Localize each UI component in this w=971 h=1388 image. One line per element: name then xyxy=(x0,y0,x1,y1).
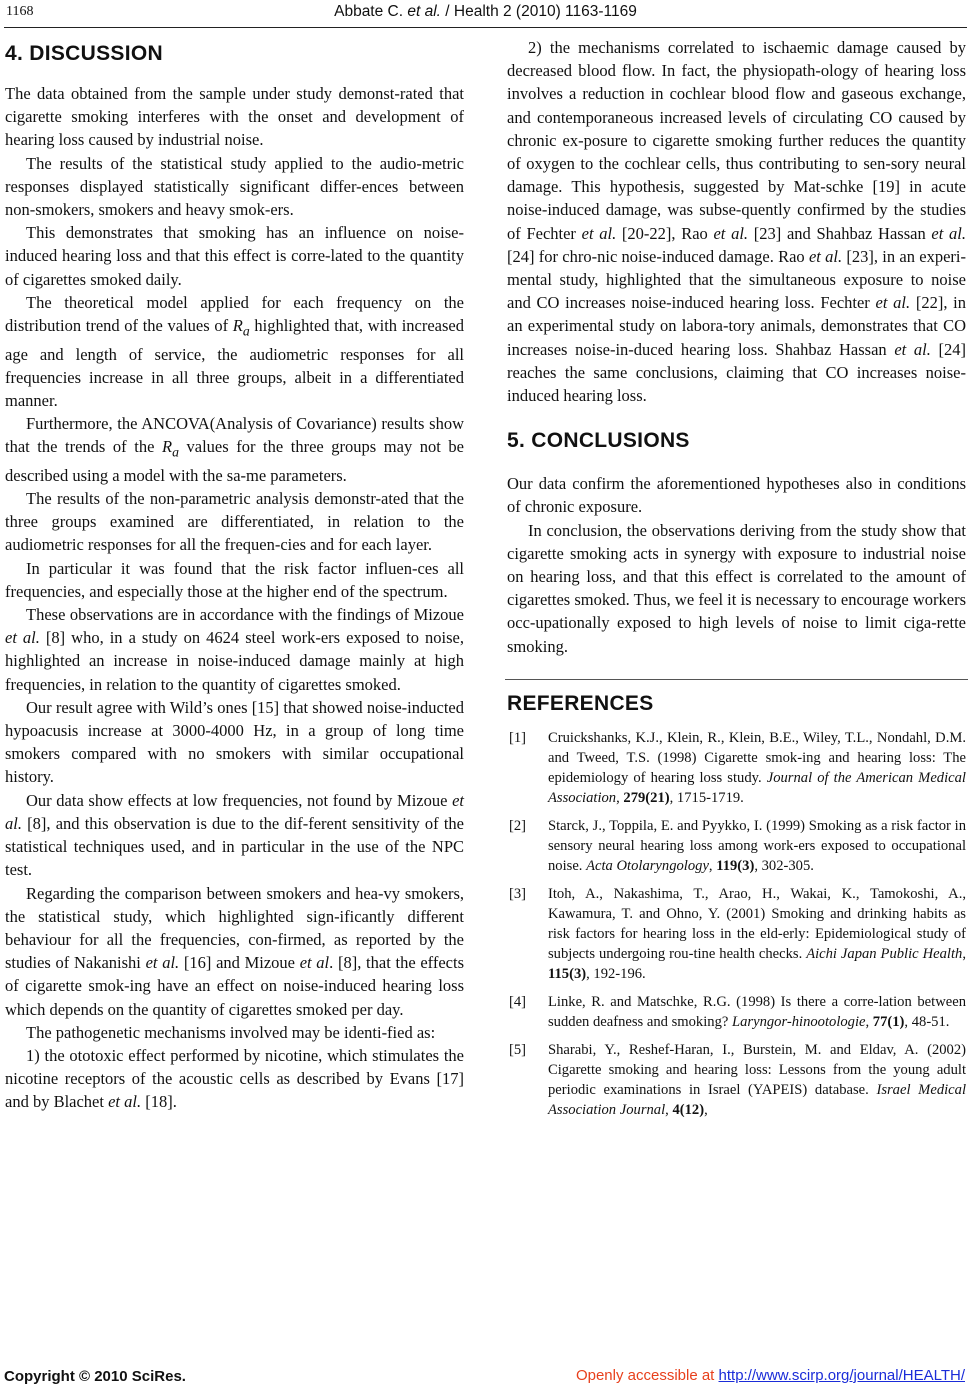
variable-subscript: a xyxy=(242,323,250,339)
text-run: [24] reaches the same conclusions, claiming that CO increases noise-induced hearing loss. xyxy=(507,339,966,406)
reference-pages: , xyxy=(704,1101,708,1118)
copyright-notice: Copyright © 2010 SciRes. xyxy=(4,1368,186,1385)
reference-item xyxy=(507,884,966,984)
reference-pages: , 1715-1719. xyxy=(669,789,744,806)
running-title xyxy=(0,3,971,21)
header-rule xyxy=(4,27,967,28)
et-al: et al. xyxy=(713,223,749,243)
reference-item xyxy=(507,816,966,876)
text-run: These observations are in accordance with the findings of Mizoue xyxy=(26,605,464,625)
discussion-paragraph: In particular it was found that the risk factor influen-ces all frequencies, and especially those at the higher end of the spectrum. xyxy=(5,558,464,601)
reference-sep: , xyxy=(962,945,966,962)
open-access-note xyxy=(576,1367,965,1384)
reference-sep: , xyxy=(865,1013,873,1030)
reference-item xyxy=(507,992,966,1032)
right-column xyxy=(507,36,966,1128)
text-run: The theoretical model applied for each frequency on the distribution trend of the values of xyxy=(5,292,464,336)
running-title-journal: / Health 2 (2010) 1163-1169 xyxy=(440,3,637,20)
text-run: 1) the ototoxic effect performed by nicotine, which stimulates the nicotine receptors of the acoustic cells as described by Evans [17] and by Blachet xyxy=(5,1045,464,1112)
text-run: . [8], that the effects of cigarette smok-ing have an effect on noise-induced hearing loss which depends on the quantity of cigarettes smoked per day. xyxy=(5,953,465,1019)
variable-r: R xyxy=(232,316,243,336)
reference-volume: 4(12) xyxy=(672,1101,705,1118)
discussion-paragraph xyxy=(5,603,464,696)
reference-text: Sharabi, Y., Reshef-Haran, I., Burstein, M. and Eldav, A. (2002) Cigarette smoking and hearing loss: Lessons from the young adult periodic examinations in Israel (YAPEIS) database. xyxy=(548,1041,966,1098)
discussion-paragraph xyxy=(507,36,966,407)
discussion-paragraph xyxy=(5,291,464,412)
et-al: et al. xyxy=(581,223,617,243)
variable-r: R xyxy=(161,437,173,457)
reference-pages: , 48-51. xyxy=(904,1013,950,1030)
et-al: et al. xyxy=(145,953,180,973)
variable-subscript: a xyxy=(172,444,179,460)
et-al: et al. xyxy=(5,790,464,833)
et-al: et al. xyxy=(931,223,966,243)
text-run: [8] who, in a study on 4624 steel work-ers exposed to noise, highlighted an increase in noise-induced damage mainly at high frequencies, in relation to the quantity of cigarettes smoked. xyxy=(5,628,464,694)
discussion-paragraph xyxy=(5,1044,464,1114)
reference-journal: Israel Medical Association Journal xyxy=(548,1081,966,1118)
running-title-authors: Abbate C. xyxy=(334,3,408,20)
text-run: values for the three groups may not be described using a model with the sa-me parameters. xyxy=(5,437,464,485)
reference-sep: , xyxy=(665,1101,673,1118)
reference-pages: , 302-305. xyxy=(754,857,814,874)
journal-url-link[interactable]: http://www.scirp.org/journal/HEALTH/ xyxy=(718,1367,965,1384)
discussion-paragraph xyxy=(5,789,464,882)
text-run: [23], in an experi-mental study, highlighted that the simultaneous exposure to noise and CO increases noise-induced hearing loss. Fechter xyxy=(507,246,966,313)
text-run: [8], and this observation is due to the dif-ferent sensitivity of the statistical techniques used, and in particular in the use of the NPC test. xyxy=(5,813,464,880)
references-heading: REFERENCES xyxy=(507,691,654,715)
left-column xyxy=(5,36,464,1114)
reference-text: Itoh, A., Nakashima, T., Arao, H., Wakai, K., Tamokoshi, A., Kawamura, T. and Ohno, Y. (2001) Smoking and drinking habits as risk factors for hearing loss in the eld-erly: Epidemiological study of subjects undergoing rou-tine health checks. xyxy=(548,885,966,962)
page-number: 1168 xyxy=(6,4,34,19)
reference-text: Starck, J., Toppila, E. and Pyykko, I. (1999) Smoking as a risk factor in sensory neural hearing loss among work-ers exposed to occupational noise. xyxy=(548,817,966,874)
reference-text: Linke, R. and Matschke, R.G. (1998) Is there a corre-lation between sudden deafness and smoking? xyxy=(548,993,966,1030)
reference-number: [4] xyxy=(509,993,527,1010)
discussion-heading: 4. DISCUSSION xyxy=(5,42,163,65)
et-al: et al. xyxy=(808,246,843,266)
text-run: [24] for chro-nic noise-induced damage. Rao xyxy=(507,246,809,266)
text-run: Regarding the comparison between smokers and hea-vy smokers, the statistical study, which highlighted sign-ificantly different behaviour for all the frequencies, con-firmed, as reported by the studies of Nakanishi xyxy=(5,883,464,973)
reference-journal: Acta Otolaryngology xyxy=(586,857,709,874)
reference-number: [3] xyxy=(509,885,527,902)
discussion-paragraph: Our result agree with Wild’s ones [15] that showed noise-inducted hypoacusis increase at 3000-4000 Hz, in a group of long time smokers compared with no smokers with similar occupational history. xyxy=(5,697,464,787)
et-al: et al xyxy=(299,953,330,973)
discussion-paragraph: The results of the non-parametric analysis demonstr-ated that the three groups examined are differentiated, in relation to the audiometric responses for all the frequen-cies and for each layer. xyxy=(5,489,464,555)
et-al: et al. xyxy=(894,339,931,359)
reference-volume: 119(3) xyxy=(716,857,755,874)
text-run: [22], in an experimental study on labora-tory animals, demonstrates that CO increases noise-in-duced hearing loss. Shahbaz Hassan xyxy=(507,293,967,359)
reference-volume: 77(1) xyxy=(872,1013,905,1030)
text-run: [20-22], Rao xyxy=(616,223,714,243)
discussion-paragraph xyxy=(5,882,464,1021)
reference-volume: 279(21) xyxy=(623,789,670,806)
text-run: Our data show effects at low frequencies, not found by Mizoue xyxy=(26,790,453,810)
text-run: [23] and Shahbaz Hassan xyxy=(748,223,932,243)
reference-journal: Laryngor-hinootologie xyxy=(732,1013,866,1030)
open-access-label: Openly accessible at xyxy=(575,1367,719,1384)
text-run: Furthermore, the ANCOVA(Analysis of Covariance) results show that the trends of the xyxy=(5,414,464,457)
text-run: [18]. xyxy=(141,1092,177,1112)
et-al: et al. xyxy=(5,628,40,648)
running-title-etal: et al. xyxy=(407,3,441,20)
section-divider xyxy=(505,679,968,680)
discussion-paragraph: This demonstrates that smoking has an influence on noise-induced hearing loss and that this effect is corre-lated to the quantity of cigarettes smoked daily. xyxy=(5,223,464,289)
reference-number: [2] xyxy=(509,817,527,834)
reference-journal: Journal of the American Medical Association xyxy=(548,769,966,806)
discussion-paragraph xyxy=(5,412,464,487)
conclusions-paragraph: Our data confirm the aforementioned hypotheses also in conditions of chronic exposure. xyxy=(507,474,966,517)
discussion-paragraph: The pathogenetic mechanisms involved may be identi-fied as: xyxy=(26,1022,436,1042)
text-run: highlighted that, with increased age and length of service, the audiometric responses for all frequencies increase in all three groups, albeit in a differentiated manner. xyxy=(5,316,465,410)
et-al: et al. xyxy=(108,1092,142,1112)
reference-journal: Aichi Japan Public Health xyxy=(806,945,963,962)
references-list xyxy=(507,728,966,1120)
page-header xyxy=(0,0,971,30)
reference-sep: , xyxy=(708,857,717,874)
reference-pages: , 192-196. xyxy=(586,965,646,982)
reference-item xyxy=(507,1040,966,1120)
reference-item xyxy=(507,728,966,808)
reference-text: Cruickshanks, K.J., Klein, R., Klein, B.E., Wiley, T.L., Nondahl, D.M. and Tweed, T.S. (1998) Cigarette smok-ing and hearing loss: The epidemiology of hearing loss study. xyxy=(548,729,966,786)
reference-number: [1] xyxy=(509,729,527,746)
text-run: 2) the mechanisms correlated to ischaemic damage caused by decreased blood flow. In fact, the physiopath-ology of hearing loss involves a reduction in cochlear blood flow and gaseous exchange, and contemporaneous increased levels of circulating CO caused by chronic ex-posure to cigarette smoking further reduces the quantity of oxygen to the cochlear cells, thus contributing to sen-sory neural damage. This hypothesis, suggested by Mat-schke [19] in acute noise-induced damage, was subse-quently confirmed by the studies of Fechter xyxy=(507,38,966,243)
conclusions-paragraph: In conclusion, the observations deriving from the study show that cigarette smoking acts in synergy with exposure to industrial noise on hearing loss, and that this effect is correlated to the amount of cigarettes smoked. Thus, we feel it is necessary to encourage workers occ-upationally exposed to high levels of noise to limit ciga-rette smoking. xyxy=(507,520,966,656)
text-run: [16] and Mizoue xyxy=(179,953,300,973)
reference-sep: , xyxy=(616,789,624,806)
conclusions-heading: 5. CONCLUSIONS xyxy=(507,429,690,453)
reference-volume: 115(3) xyxy=(548,965,587,982)
reference-number: [5] xyxy=(509,1041,527,1058)
discussion-paragraph: The data obtained from the sample under study demonst-rated that cigarette smoking interferes with the onset and development of hearing loss caused by industrial noise. xyxy=(5,84,464,150)
discussion-paragraph: The results of the statistical study applied to the audio-metric responses displayed statistically significant differ-ences between non-smokers, smokers and heavy smok-ers. xyxy=(5,153,464,220)
et-al: et al. xyxy=(875,293,911,313)
